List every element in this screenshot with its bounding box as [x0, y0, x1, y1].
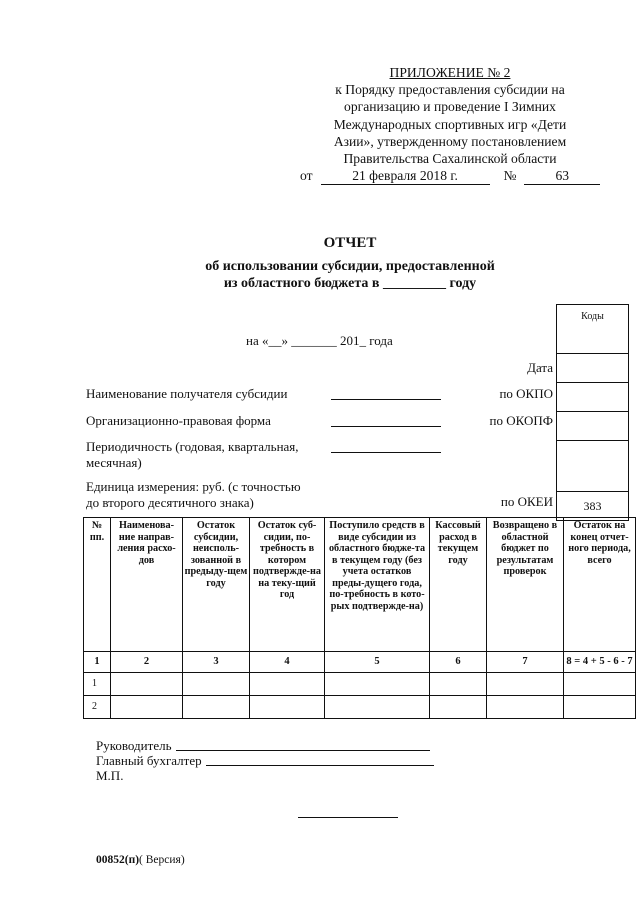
field-unit-label [86, 479, 301, 511]
code-periodicity [557, 441, 629, 492]
decree-number: 63 [524, 167, 600, 185]
codes-table [556, 304, 629, 521]
code-okei: 383 [557, 492, 629, 521]
signature-head-line [176, 750, 430, 751]
seal-label: М.П. [96, 768, 124, 783]
label-okei: по ОКЕИ [500, 494, 553, 509]
table-cell: 2 [84, 696, 111, 719]
codes-header: Коды [557, 305, 629, 354]
table-cell [487, 696, 564, 719]
code-date [557, 354, 629, 383]
field-periodicity-line [331, 452, 441, 453]
table-cell [325, 696, 430, 719]
number-prefix: № [503, 168, 517, 184]
signature-accountant [96, 753, 202, 768]
table-cell [430, 673, 487, 696]
unit-line-1: Единица измерения: руб. (с точностью [86, 479, 301, 494]
separator-line [298, 817, 398, 818]
table-cell [487, 673, 564, 696]
field-org-form-line [331, 426, 441, 427]
report-period: на «__» _______ 201_ года [246, 333, 393, 348]
th-end-remainder: Остаток на конец отчет-ного периода, всего [564, 518, 636, 652]
label-okopf: по ОКОПФ [489, 413, 553, 428]
th-returned: Возвращено в областной бюджет по результатам проверок [487, 518, 564, 652]
table-cell [111, 696, 183, 719]
col-number: 1 [84, 652, 111, 673]
signature-accountant-label: Главный бухгалтер [96, 753, 202, 768]
unit-line-2: до второго десятичного знака) [86, 495, 254, 510]
th-cash-expense: Кассовый расход в текущем году [430, 518, 487, 652]
table-row [84, 673, 636, 696]
report-subtitle-2: из областного бюджета в _________ году [223, 276, 477, 291]
col-number: 7 [487, 652, 564, 673]
th-received: Поступило средств в виде субсидии из областного бюдже-та в текущем году (без учета остатков преды-дущего года, по-требность в кото-рых подтвержде-на) [325, 518, 430, 652]
footer-version: ( Версия) [139, 854, 185, 866]
column-numbers-row [84, 652, 636, 673]
appendix-line: Правительства Сахалинской области [343, 151, 557, 167]
table-cell: 1 [84, 673, 111, 696]
label-okpo: по ОКПО [499, 386, 553, 401]
col-number: 2 [111, 652, 183, 673]
appendix-line: организацию и проведение I Зимних [344, 99, 556, 115]
col-number: 3 [183, 652, 250, 673]
col-number: 5 [325, 652, 430, 673]
table-cell [430, 696, 487, 719]
label-date: Дата [527, 360, 553, 375]
decree-reference [300, 167, 600, 185]
field-org-form-label: Организационно-правовая форма [86, 413, 271, 428]
table-cell [250, 673, 325, 696]
table-cell [325, 673, 430, 696]
subsidy-table [83, 517, 636, 719]
report-title: ОТЧЕТ [323, 235, 377, 251]
periodicity-line-1: Периодичность (годовая, квартальная, [86, 439, 299, 454]
table-cell [564, 673, 636, 696]
col-number: 8 = 4 + 5 - 6 - 7 [564, 652, 636, 673]
table-cell [564, 696, 636, 719]
appendix-line: Международных спортивных игр «Дети [333, 116, 567, 132]
field-periodicity-label [86, 439, 299, 471]
decree-date: 21 февраля 2018 г. [321, 167, 490, 185]
footer-code [96, 854, 185, 866]
date-prefix: от [300, 168, 313, 184]
table-row [84, 696, 636, 719]
th-prev-remainder: Остаток субсидии, неисполь-зованной в предыду-щем году [183, 518, 250, 652]
report-subtitle-1: об использовании субсидии, предоставленной [205, 259, 495, 274]
table-cell [111, 673, 183, 696]
code-okopf [557, 412, 629, 441]
footer-form-code: 00852(п) [96, 854, 140, 866]
th-number: № пп. [84, 518, 111, 652]
signature-accountant-line [206, 765, 434, 766]
signature-head [96, 738, 172, 753]
appendix-title: ПРИЛОЖЕНИЕ № 2 [389, 65, 511, 80]
table-cell [250, 696, 325, 719]
field-recipient-line [331, 399, 441, 400]
signature-head-label: Руководитель [96, 738, 172, 753]
table-cell [183, 673, 250, 696]
table-cell [183, 696, 250, 719]
code-okpo [557, 383, 629, 412]
th-confirmed-remainder: Остаток суб-сидии, по-требность в котором подтвержде-на на теку-щий год [250, 518, 325, 652]
appendix-line: к Порядку предоставления субсидии на [335, 82, 565, 98]
periodicity-line-2: месячная) [86, 455, 142, 470]
col-number: 4 [250, 652, 325, 673]
field-recipient-label: Наименование получателя субсидии [86, 386, 288, 401]
appendix-line: Азии», утвержденному постановлением [333, 133, 567, 149]
appendix-block [300, 64, 600, 185]
col-number: 6 [430, 652, 487, 673]
th-direction: Наименова-ние направ-ления расхо-дов [111, 518, 183, 652]
